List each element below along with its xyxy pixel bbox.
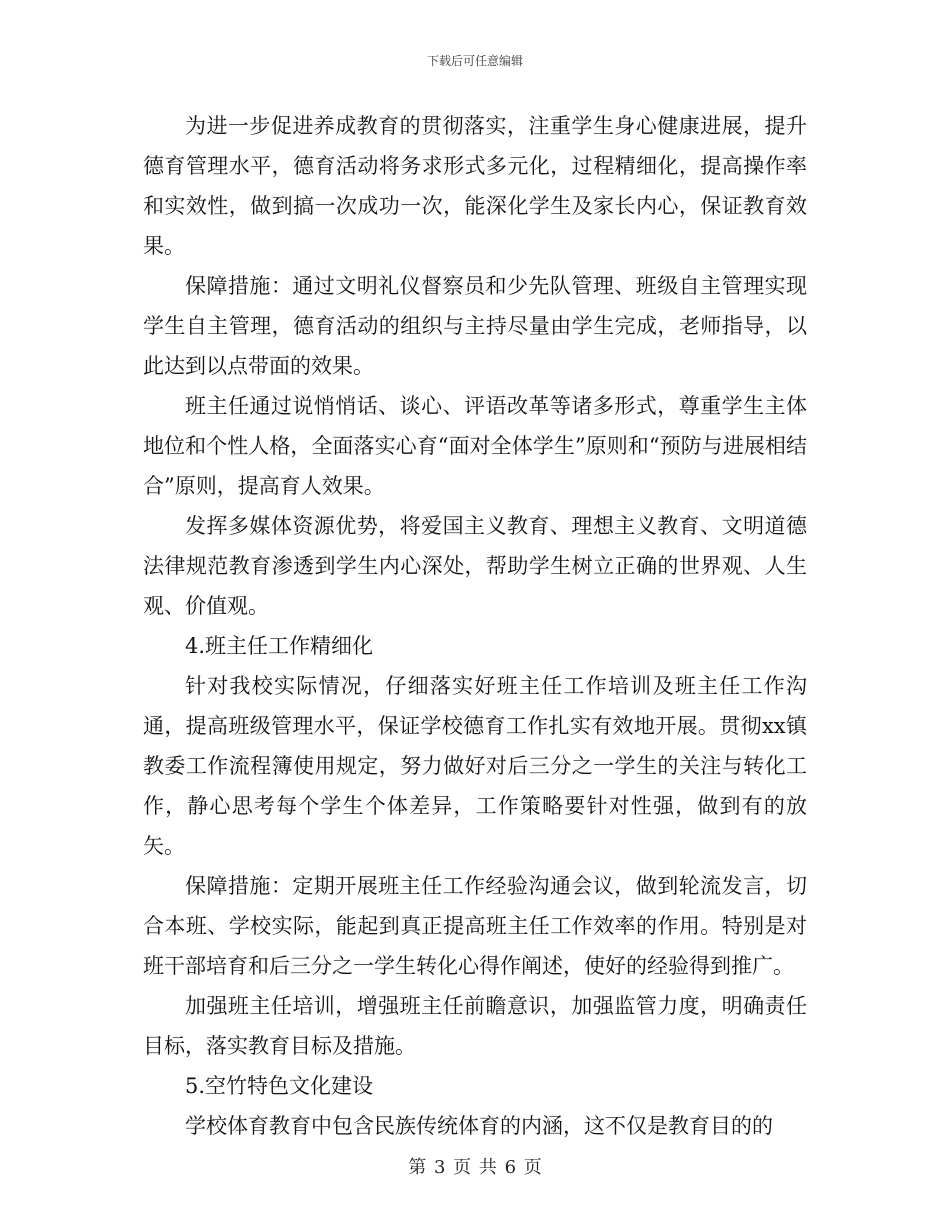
page-number: 第 3 页 共 6 页 [408,1157,542,1178]
document-body [143,106,807,1146]
section-heading: 4.班主任工作精细化 [185,634,374,658]
page-header: 下载后可任意编辑 [426,54,523,68]
paragraph: 学校体育教育中包含民族传统体育的内涵，这不仅是教育目的的 [185,1114,773,1138]
paragraph: 保障措施：通过文明礼仪督察员和少先队管理、班级自主管理实现学生自主管理，德育活动的组织与主持尽量由学生完成，老师指导，以此达到以点带面的效果。 [143,274,807,378]
paragraph: 保障措施：定期开展班主任工作经验沟通会议，做到轮流发言，切合本班、学校实际，能起到真正提高班主任工作效率的作用。特别是对班干部培育和后三分之一学生转化心得作阐述，使好的经验得到推广。 [143,874,807,978]
paragraph: 班主任通过说悄悄话、谈心、评语改革等诸多形式，尊重学生主体地位和个性人格，全面落实心育“面对全体学生”原则和“预防与进展相结合”原则，提高育人效果。 [143,394,807,498]
paragraph: 为进一步促进养成教育的贯彻落实，注重学生身心健康进展，提升德育管理水平，德育活动将务求形式多元化，过程精细化，提高操作率和实效性，做到搞一次成功一次，能深化学生及家长内心，保证教育效果。 [143,114,807,258]
paragraph: 发挥多媒体资源优势，将爱国主义教育、理想主义教育、文明道德法律规范教育渗透到学生内心深处，帮助学生树立正确的世界观、人生观、价值观。 [143,514,807,618]
paragraph: 加强班主任培训，增强班主任前瞻意识，加强监管力度，明确责任目标，落实教育目标及措施。 [143,994,807,1058]
paragraph: 针对我校实际情况，仔细落实好班主任工作培训及班主任工作沟通，提高班级管理水平，保证学校德育工作扎实有效地开展。贯彻xx镇教委工作流程簿使用规定，努力做好对后三分之一学生的关注与转化工作，静心思考每个学生个体差异，工作策略要针对性强，做到有的放矢。 [143,674,807,858]
section-heading: 5.空竹特色文化建设 [185,1074,374,1098]
